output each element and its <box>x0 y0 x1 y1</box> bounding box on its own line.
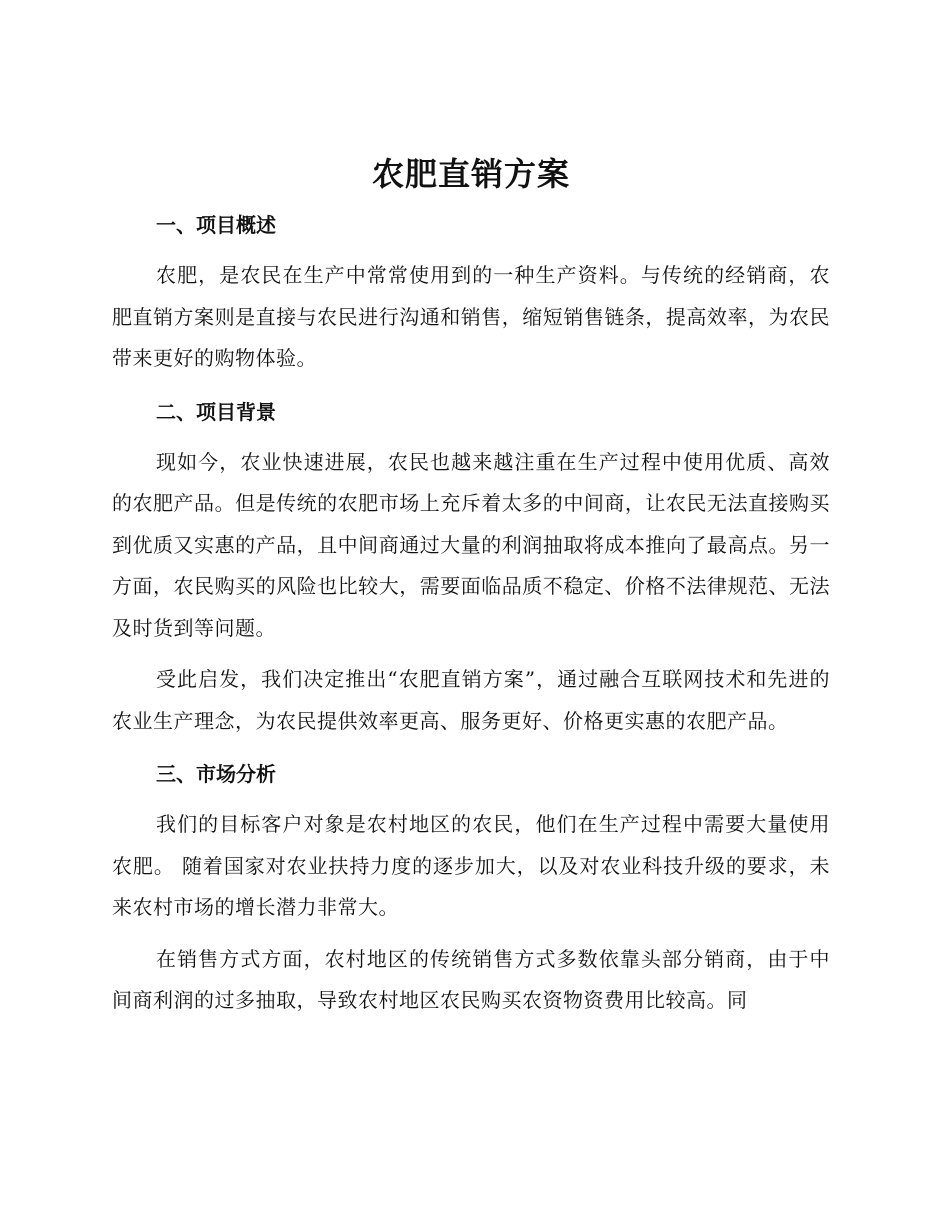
paragraph: 现如今，农业快速进展，农民也越来越注重在生产过程中使用优质、高效的农肥产品。但是传统的农肥市场上充斥着太多的中间商，让农民无法直接购买到优质又实惠的产品，且中间商通过大量的利润抽取将成本推向了最高点。另一方面，农民购买的风险也比较大，需要面临品质不稳定、价格不法律规范、无法及时货到等问题。 <box>112 449 830 640</box>
page-title: 农肥直销方案 <box>371 155 570 193</box>
section-background <box>112 390 830 743</box>
section-overview <box>112 203 830 380</box>
paragraph: 受此启发，我们决定推出“农肥直销方案”，通过融合互联网技术和先进的农业生产理念，为农民提供效率更高、服务更好、价格更实惠的农肥产品。 <box>112 667 830 733</box>
section-heading: 一、项目概述 <box>156 213 276 237</box>
section-market-analysis <box>112 752 830 1022</box>
paragraph: 我们的目标客户对象是农村地区的农民，他们在生产过程中需要大量使用农肥。 随着国家对农业扶持力度的逐步加大，以及对农业科技升级的要求，未来农村市场的增长潜力非常大。 <box>112 812 830 919</box>
paragraph: 农肥，是农民在生产中常常使用到的一种生产资料。与传统的经销商，农肥直销方案则是直接与农民进行沟通和销售，缩短销售链条，提高效率，为农民带来更好的购物体验。 <box>112 263 830 370</box>
paragraph: 在销售方式方面，农村地区的传统销售方式多数依靠头部分销商，由于中间商利润的过多抽取，导致农村地区农民购买农资物资费用比较高。同 <box>112 946 830 1012</box>
section-heading: 三、市场分析 <box>156 762 276 786</box>
section-heading: 二、项目背景 <box>156 399 276 424</box>
